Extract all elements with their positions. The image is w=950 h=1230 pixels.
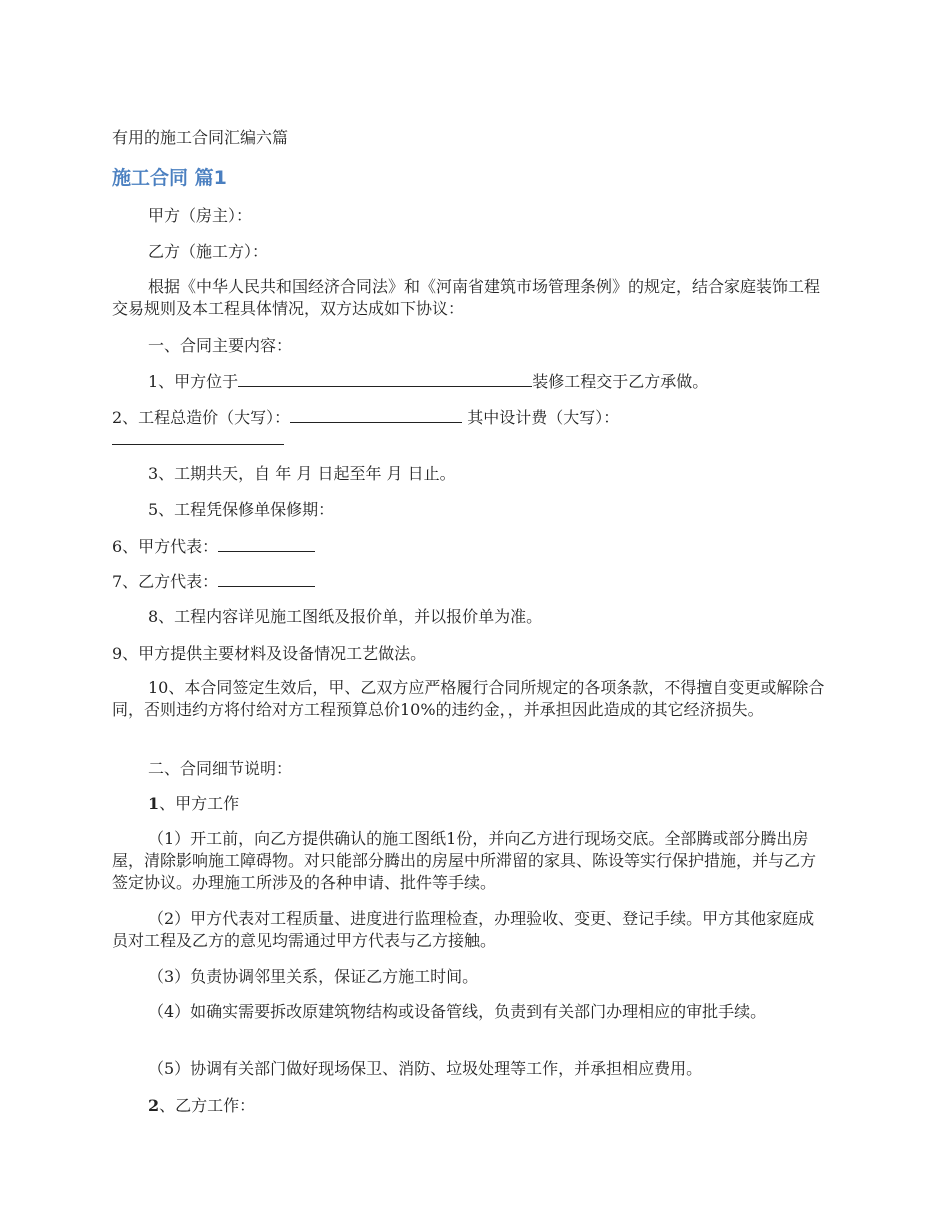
section-1-title: 一、合同主要内容： [148, 336, 293, 355]
party-b-rep-blank [218, 570, 315, 587]
item-5: 5、工程凭保修单保修期： [148, 500, 335, 519]
design-fee-blank [112, 428, 284, 445]
party-a-line: 甲方（房主）： [148, 206, 253, 225]
item-1-tail: 装修工程交于乙方承做。 [532, 372, 709, 391]
document-title: 有用的施工合同汇编六篇 [112, 128, 289, 147]
party-a-duty-4: （4）如确实需要拆改原建筑物结构或设备管线，负责到有关部门办理相应的审批手续。 [148, 1002, 767, 1021]
party-b-work-heading [148, 1095, 255, 1117]
party-b-work-number: 2 [148, 1096, 160, 1115]
item-10: 10、本合同签定生效后，甲、乙双方应严格履行合同所规定的各项条款，不得擅自变更或解除合同，否则违约方将付给对方工程预算总价10%的违约金，，并承担因此造成的其它经济损失。 [112, 678, 825, 719]
item-2-text: 2、工程总造价（大写）： [112, 408, 291, 427]
party-b-line: 乙方（施工方）： [148, 242, 269, 261]
basis-paragraph: 根据《中华人民共和国经济合同法》和《河南省建筑市场管理条例》的规定，结合家庭装饰工程交易规则及本工程具体情况，双方达成如下协议： [112, 277, 821, 318]
item-9: 9、甲方提供主要材料及设备情况工艺做法。 [112, 644, 427, 663]
design-fee-line [112, 428, 284, 451]
item-6-text: 6、甲方代表： [112, 537, 219, 556]
item-2 [112, 406, 619, 429]
item-8: 8、工程内容详见施工图纸及报价单，并以报价单为准。 [148, 607, 543, 626]
party-a-work-title: 、甲方工作 [159, 794, 240, 813]
party-a-duty-5: （5）协调有关部门做好现场保卫、消防、垃圾处理等工作，并承担相应费用。 [148, 1059, 703, 1078]
location-blank [238, 370, 532, 387]
party-a-duty-2: （2）甲方代表对工程质量、进度进行监理检查，办理验收、变更、登记手续。甲方其他家庭成员对工程及乙方的意见均需通过甲方代表与乙方接触。 [112, 909, 815, 950]
item-2-design-fee: 其中设计费（大写）： [462, 408, 620, 427]
item-3: 3、工期共天，自 年 月 日起至年 月 日止。 [148, 464, 456, 483]
item-7-text: 7、乙方代表： [112, 572, 219, 591]
party-a-work-number: 1 [148, 794, 160, 813]
section-2-title: 二、合同细节说明： [148, 759, 293, 778]
party-a-rep-blank [218, 535, 315, 552]
item-1-text: 1、甲方位于 [148, 372, 239, 391]
section-heading: 施工合同 篇1 [112, 167, 227, 189]
item-6 [112, 535, 315, 558]
item-7 [112, 570, 315, 593]
party-a-duty-3: （3）负责协调邻里关系，保证乙方施工时间。 [148, 967, 479, 986]
party-a-duty-1: （1）开工前，向乙方提供确认的施工图纸1份，并向乙方进行现场交底。全部腾或部分腾出房屋，清除影响施工障碍物。对只能部分腾出的房屋中所滞留的家具、陈设等实行保护措施，并与乙方签定协议。办理施工所涉及的各种申请、批件等手续。 [112, 829, 817, 892]
total-price-blank [290, 406, 462, 423]
party-b-work-title: 、乙方工作： [159, 1096, 256, 1115]
item-1 [148, 370, 708, 393]
party-a-work-heading [148, 793, 239, 815]
